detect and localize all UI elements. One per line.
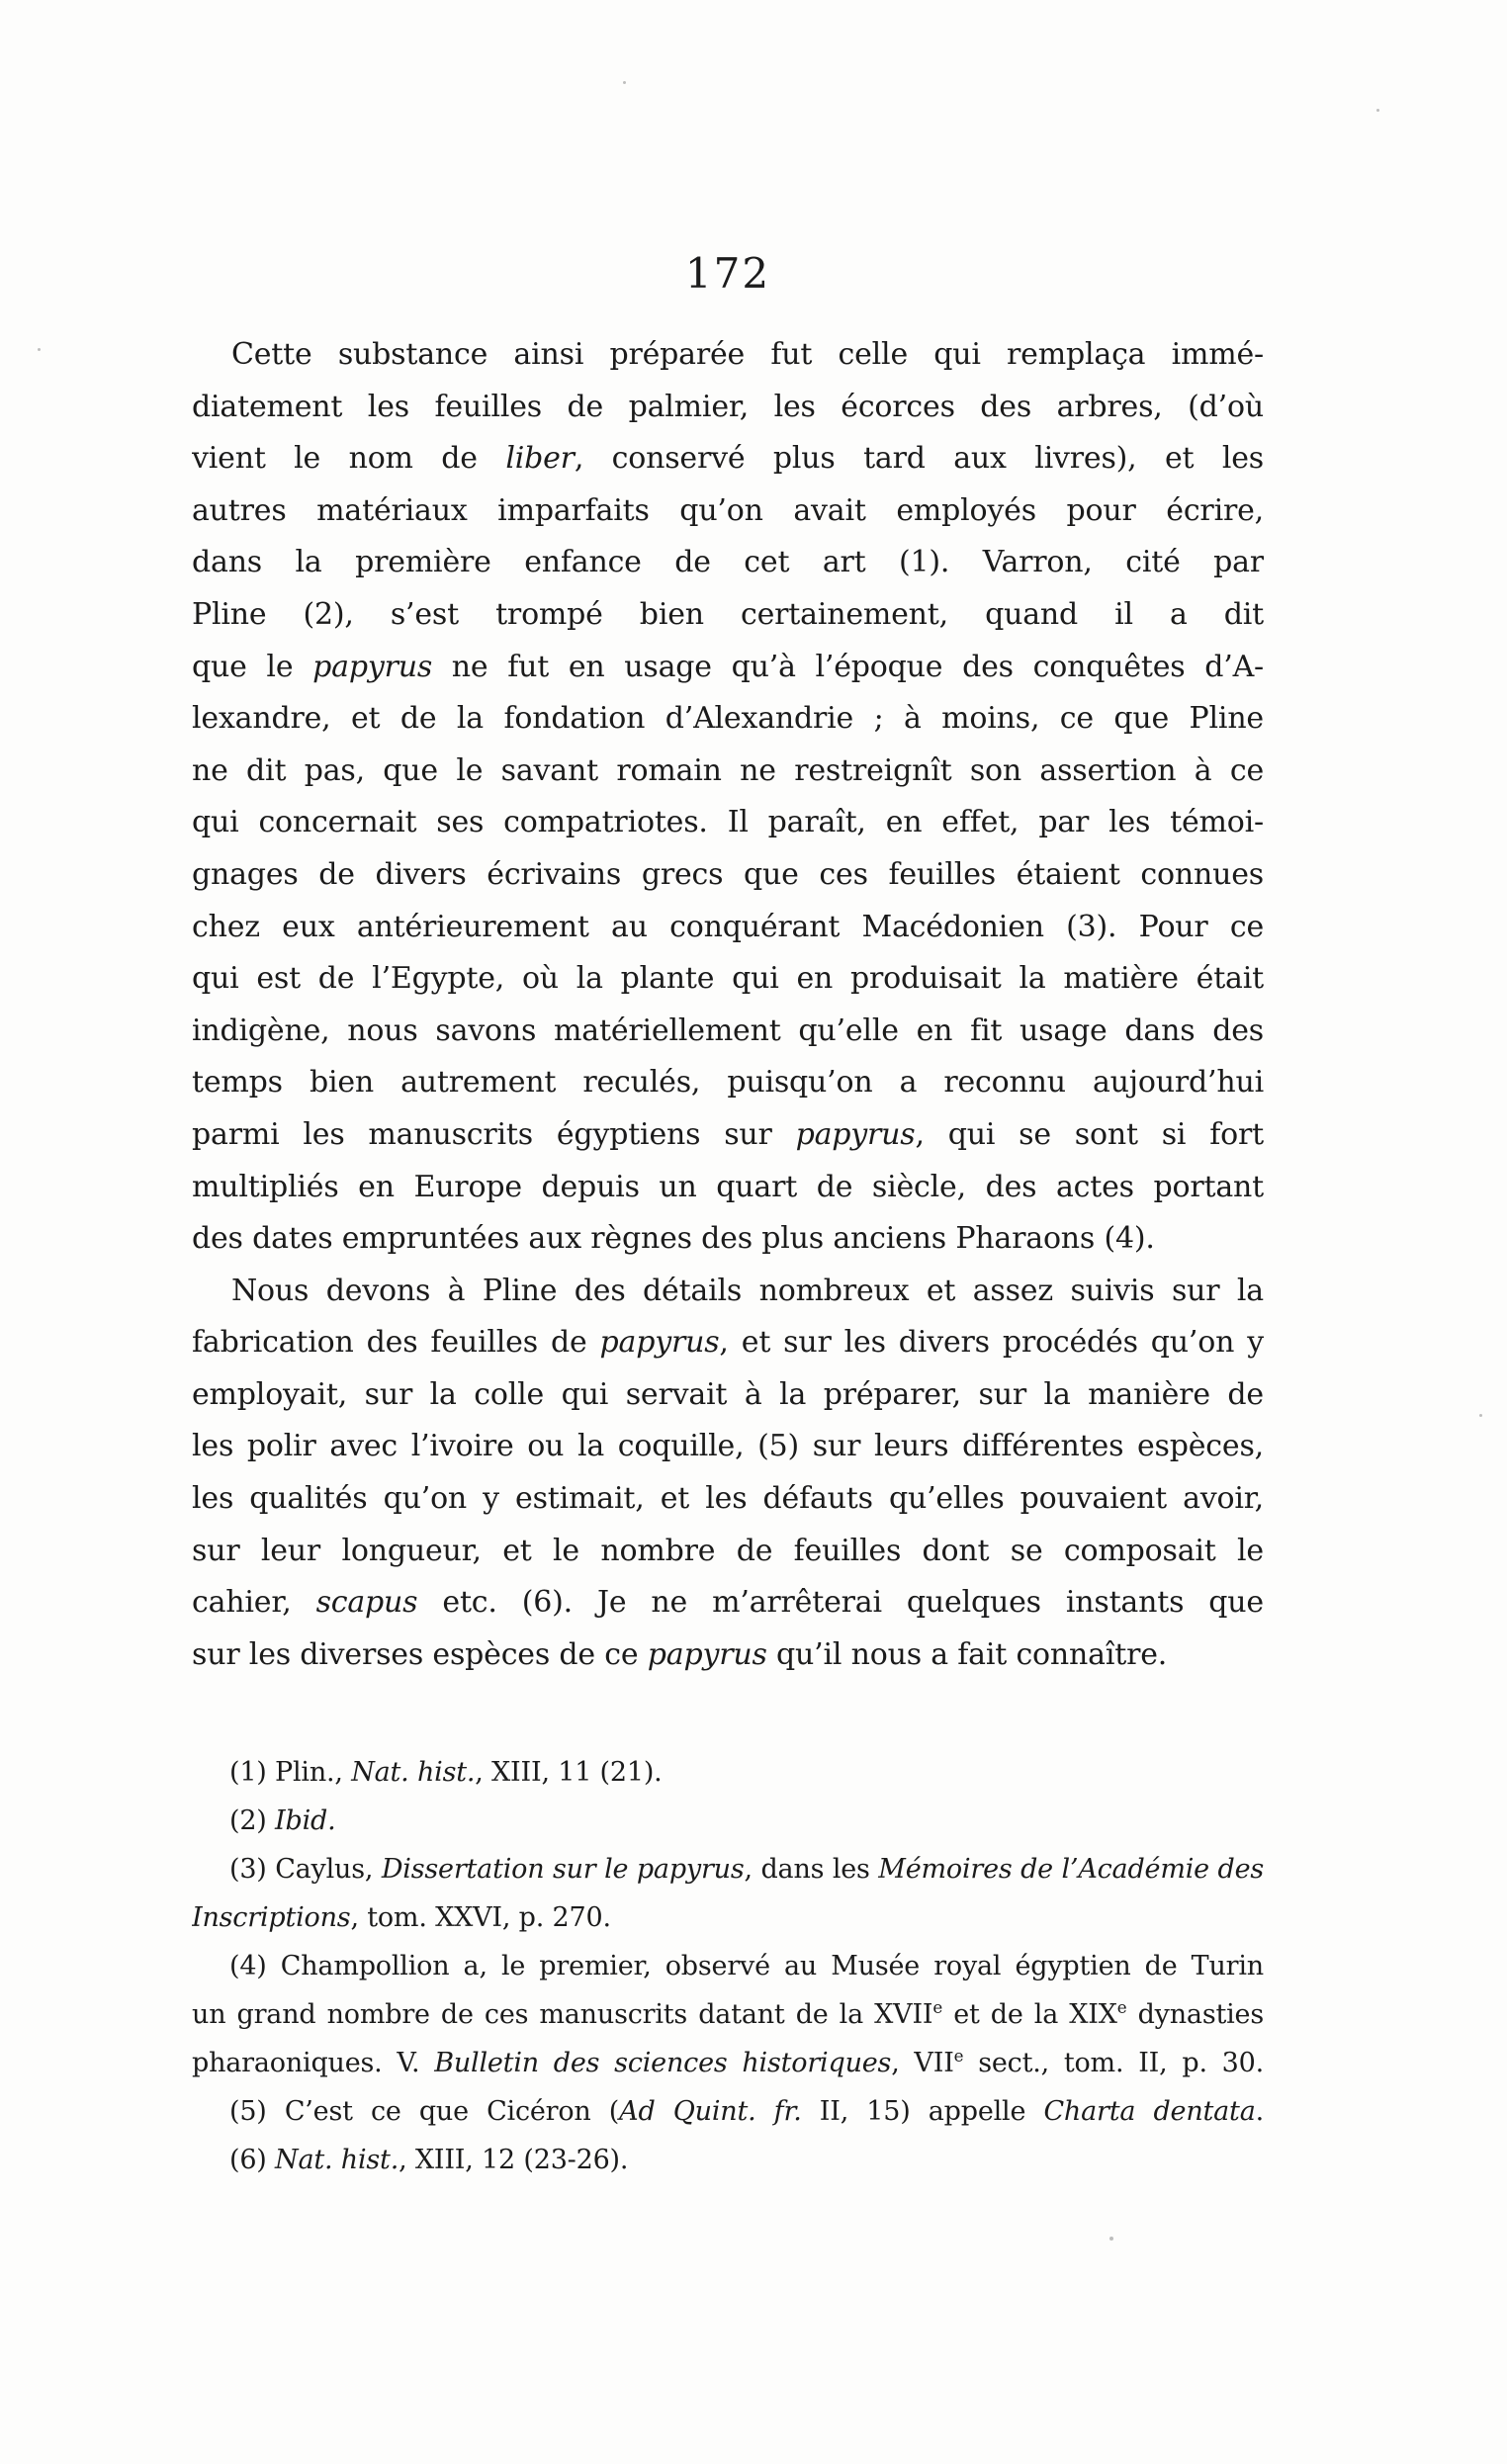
text-line xyxy=(192,1577,1264,1629)
text-run: chez eux antérieurement au conquérant Macédonien (3). Pour ce xyxy=(192,909,1264,944)
text-line xyxy=(192,1109,1264,1162)
text-run: et de la XIX xyxy=(942,1999,1117,2030)
text-run: (6) xyxy=(229,2145,276,2175)
text-run: temps bien autrement reculés, puisqu’on a reconnu aujourd’hui xyxy=(192,1065,1264,1100)
italic-text-run: Bulletin des sciences historiques xyxy=(434,2048,892,2078)
page-number: 172 xyxy=(684,249,771,298)
text-line xyxy=(192,1629,1264,1682)
text-line xyxy=(192,537,1264,589)
superscript-run: e xyxy=(1116,1997,1127,2017)
text-run: (1) Plin., xyxy=(229,1757,352,1788)
italic-text-run: Dissertation sur le papyrus xyxy=(381,1854,745,1885)
text-run: Cette substance ainsi préparée fut celle qui remplaça immé- xyxy=(231,337,1264,372)
text-line xyxy=(192,1213,1264,1266)
footnote-line xyxy=(192,1990,1264,2039)
text-line xyxy=(192,797,1264,849)
text-run: ne dit pas, que le savant romain ne restreignît son assertion à ce xyxy=(192,752,1264,788)
text-line xyxy=(192,902,1264,954)
italic-text-run: Mémoires de l’Académie des xyxy=(878,1854,1264,1885)
italic-text-run: scapus xyxy=(315,1585,418,1621)
italic-text-run: Ad Quint. fr. xyxy=(619,2096,802,2127)
footnote-line xyxy=(192,1797,1264,1845)
text-line xyxy=(192,746,1264,798)
text-run: , VII xyxy=(891,2048,954,2078)
text-run: autres matériaux imparfaits qu’on avait employés pour écrire, xyxy=(192,492,1264,528)
italic-text-run: Charta dentata xyxy=(1043,2096,1256,2127)
text-run: les polir avec l’ivoire ou la coquille, (5) sur leurs différentes espèces, xyxy=(192,1429,1264,1464)
italic-text-run: Nat. hist. xyxy=(351,1757,476,1788)
italic-text-run: papyrus xyxy=(312,649,433,684)
scan-speck xyxy=(1109,2237,1113,2241)
text-line xyxy=(192,1526,1264,1578)
text-run: diatement les feuilles de palmier, les écorces des arbres, (d’où xyxy=(192,389,1264,424)
italic-text-run: papyrus xyxy=(647,1636,767,1672)
text-run: . xyxy=(1255,2096,1264,2127)
text-run: (3) Caylus, xyxy=(229,1854,382,1885)
text-line xyxy=(192,1317,1264,1369)
text-run: vient le nom de xyxy=(192,441,506,477)
text-run: , conservé plus tard aux livres), et les xyxy=(574,441,1264,477)
footnote-line xyxy=(192,2136,1264,2184)
italic-text-run: Inscriptions xyxy=(192,1902,351,1933)
text-line xyxy=(192,589,1264,642)
text-run: des dates empruntées aux règnes des plus anciens Pharaons (4). xyxy=(192,1221,1155,1257)
text-run: ne fut en usage qu’à l’époque des conquêtes d’A- xyxy=(432,649,1264,684)
text-run: indigène, nous savons matériellement qu’elle en fit usage dans des xyxy=(192,1012,1264,1048)
footnotes-block xyxy=(192,1748,1264,2184)
text-run: multipliés en Europe depuis un quart de siècle, des actes portant xyxy=(192,1169,1264,1204)
text-run: sect., tom. II, p. 30. xyxy=(963,2048,1264,2078)
text-line xyxy=(192,485,1264,538)
text-run: pharaoniques. V. xyxy=(192,2048,435,2078)
text-line xyxy=(192,642,1264,694)
text-line xyxy=(192,1057,1264,1109)
text-line xyxy=(192,1162,1264,1214)
text-run: lexandre, et de la fondation d’Alexandrie ; à moins, ce que Pline xyxy=(192,701,1264,737)
text-run: qui concernait ses compatriotes. Il paraît, en effet, par les témoi- xyxy=(192,805,1264,840)
italic-text-run: liber xyxy=(505,441,575,477)
text-run: employait, sur la colle qui servait à la préparer, sur la manière de xyxy=(192,1376,1264,1412)
text-run: sur les diverses espèces de ce xyxy=(192,1636,648,1672)
text-line xyxy=(192,382,1264,434)
text-run: qui est de l’Egypte, où la plante qui en produisait la matière était xyxy=(192,961,1264,997)
footnote-line xyxy=(192,2039,1264,2087)
text-run: , XIII, 12 (23-26). xyxy=(399,2145,629,2175)
text-run: , et sur les divers procédés qu’on y xyxy=(719,1325,1264,1361)
text-run: Nous devons à Pline des détails nombreux et assez suivis sur la xyxy=(231,1273,1264,1308)
text-line xyxy=(192,433,1264,485)
italic-text-run: papyrus xyxy=(599,1325,720,1361)
text-run: , XIII, 11 (21). xyxy=(475,1757,663,1788)
text-run: dynasties xyxy=(1126,1999,1264,2030)
footnote-line xyxy=(192,1942,1264,1990)
text-run: (2) xyxy=(229,1805,276,1836)
scan-speck xyxy=(1479,1414,1482,1417)
italic-text-run: papyrus xyxy=(795,1116,916,1152)
text-line xyxy=(192,1473,1264,1526)
superscript-run: e xyxy=(953,2046,964,2066)
footnote-line xyxy=(192,1845,1264,1893)
superscript-run: e xyxy=(932,1997,943,2017)
text-line xyxy=(192,329,1264,382)
text-run: les qualités qu’on y estimait, et les défauts qu’elles pouvaient avoir, xyxy=(192,1481,1264,1517)
scan-speck xyxy=(38,348,41,351)
text-run: II, 15) appelle xyxy=(801,2096,1044,2127)
footnote-line xyxy=(192,1748,1264,1797)
text-run: cahier, xyxy=(192,1585,316,1621)
text-run: , dans les xyxy=(744,1854,879,1885)
italic-text-run: Ibid. xyxy=(275,1805,336,1836)
text-run: sur leur longueur, et le nombre de feuilles dont se composait le xyxy=(192,1533,1264,1568)
scan-speck xyxy=(623,81,626,84)
text-run: , tom. XXVI, p. 270. xyxy=(350,1902,611,1933)
text-run: etc. (6). Je ne m’arrêterai quelques instants que xyxy=(417,1585,1264,1621)
text-line xyxy=(192,1266,1264,1318)
footnote-line xyxy=(192,1893,1264,1942)
main-text-block xyxy=(192,329,1264,1681)
text-run: fabrication des feuilles de xyxy=(192,1325,600,1361)
text-line xyxy=(192,1369,1264,1422)
text-line xyxy=(192,1421,1264,1473)
text-run: gnages de divers écrivains grecs que ces feuilles étaient connues xyxy=(192,856,1264,892)
text-line xyxy=(192,849,1264,902)
italic-text-run: Nat. hist. xyxy=(275,2145,399,2175)
text-run: Pline (2), s’est trompé bien certainement, quand il a dit xyxy=(192,596,1264,632)
text-line xyxy=(192,953,1264,1006)
text-run: que le xyxy=(192,649,313,684)
text-run: un grand nombre de ces manuscrits datant de la XVII xyxy=(192,1999,933,2030)
text-run: dans la première enfance de cet art (1). Varron, cité par xyxy=(192,545,1264,580)
text-run: parmi les manuscrits égyptiens sur xyxy=(192,1116,796,1152)
text-run: qu’il nous a fait connaître. xyxy=(766,1636,1168,1672)
text-run: , qui se sont si fort xyxy=(915,1116,1264,1152)
text-line xyxy=(192,693,1264,746)
text-line xyxy=(192,1006,1264,1058)
scan-speck xyxy=(1376,109,1379,112)
text-run: (4) Champollion a, le premier, observé au Musée royal égyptien de Turin xyxy=(229,1951,1264,1981)
text-run: (5) C’est ce que Cicéron ( xyxy=(229,2096,620,2127)
footnote-line xyxy=(192,2087,1264,2136)
